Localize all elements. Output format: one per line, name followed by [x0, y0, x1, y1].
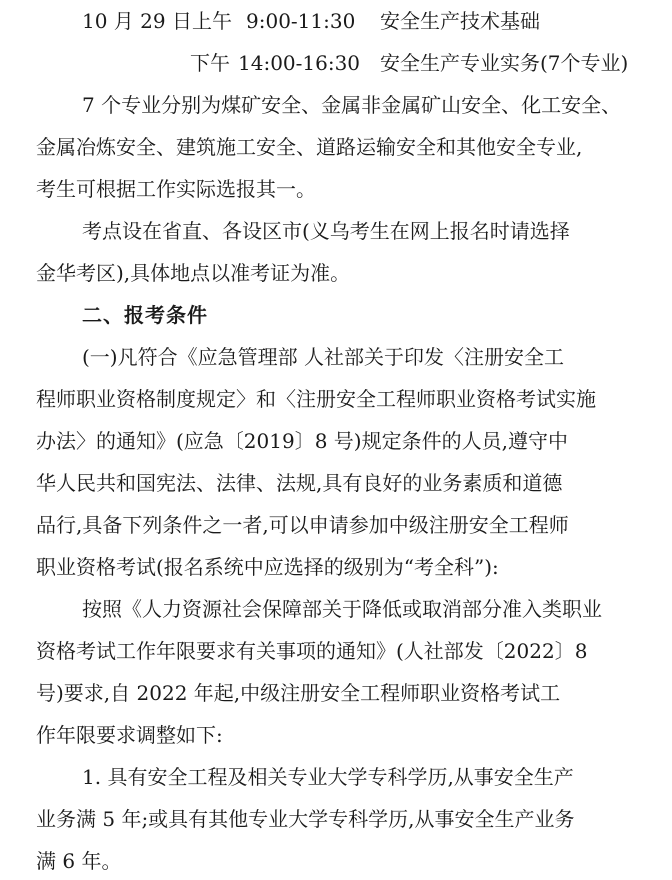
item-1-line-1: 1. 具有安全工程及相关专业大学专科学历,从事安全生产 [82, 765, 574, 789]
exam-site-line-2: 金华考区),具体地点以准考证为准。 [36, 261, 351, 285]
condition-line-4: 华人民共和国宪法、法律、法规,具有良好的业务素质和道德 [36, 471, 563, 495]
adjustment-line-1: 按照《人力资源社会保障部关于降低或取消部分准入类职业 [82, 597, 602, 621]
condition-line-5: 品行,具备下列条件之一者,可以申请参加中级注册安全工程师 [36, 513, 569, 537]
adjustment-line-4: 作年限要求调整如下: [36, 723, 223, 747]
item-1-line-3: 满 6 年。 [36, 849, 122, 873]
item-1-line-2: 业务满 5 年;或具有其他专业大学专科学历,从事安全生产业务 [36, 807, 575, 831]
schedule-afternoon-session: 下午 [190, 51, 230, 75]
schedule-afternoon-subject: 安全生产专业实务(7个专业) [380, 51, 629, 75]
schedule-morning-subject: 安全生产技术基础 [380, 9, 540, 33]
schedule-morning-date: 10 月 29 日上午 [82, 9, 232, 33]
condition-line-3: 办法〉的通知》(应急〔2019〕8 号)规定条件的人员,遵守中 [36, 429, 568, 453]
condition-line-6: 职业资格考试(报名系统中应选择的级别为“考全科”): [36, 555, 499, 579]
condition-line-1: (一)凡符合《应急管理部 人社部关于印发〈注册安全工 [82, 345, 564, 369]
schedule-afternoon-time: 14:00-16:30 [238, 51, 361, 75]
majors-line-1: 7 个专业分别为煤矿安全、金属非金属矿山安全、化工安全、 [82, 93, 622, 117]
section-heading: 二、报考条件 [82, 303, 208, 327]
condition-line-2: 程师职业资格制度规定〉和〈注册安全工程师职业资格考试实施 [36, 387, 596, 411]
adjustment-line-2: 资格考试工作年限要求有关事项的通知》(人社部发〔2022〕8 [36, 639, 588, 663]
exam-site-line-1: 考点设在省直、各设区市(义乌考生在网上报名时请选择 [82, 219, 570, 243]
majors-line-3: 考生可根据工作实际选报其一。 [36, 177, 316, 201]
majors-line-2: 金属冶炼安全、建筑施工安全、道路运输安全和其他安全专业, [36, 135, 583, 159]
schedule-morning-time: 9:00-11:30 [246, 9, 356, 33]
adjustment-line-3: 号)要求,自 2022 年起,中级注册安全工程师职业资格考试工 [36, 681, 561, 705]
